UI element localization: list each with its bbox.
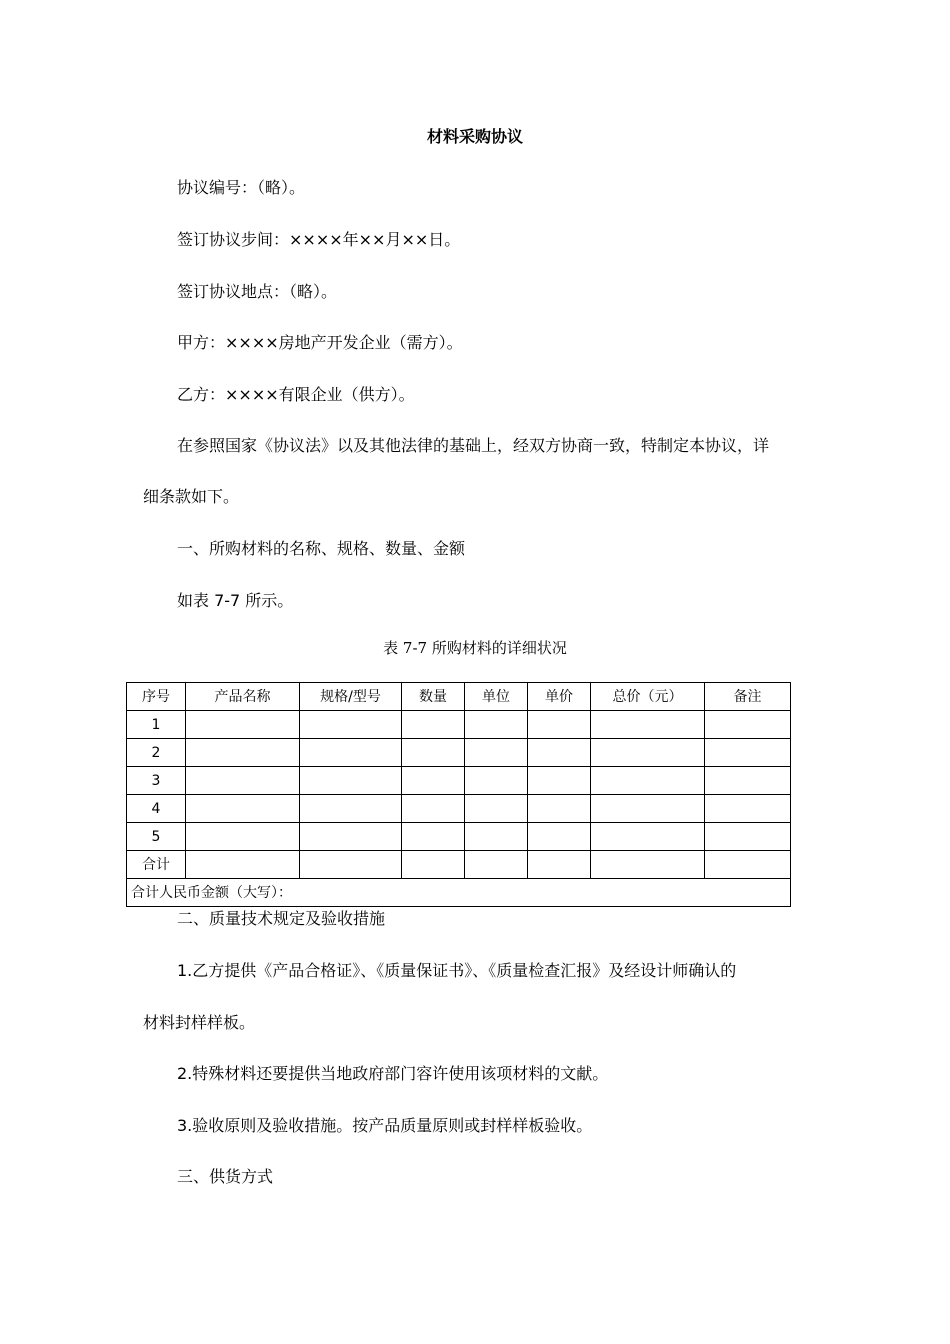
table-row [127,711,791,739]
section1-table-reference: 如表 7-7 所示。 [177,591,294,610]
header-total-price: 总价（元） [591,683,705,711]
table-cell [186,823,300,851]
table-row [127,767,791,795]
table-cell [402,795,465,823]
table-cell [591,851,705,879]
table-cell [300,739,402,767]
table-cell [402,711,465,739]
section1-heading: 一、所购材料的名称、规格、数量、金额 [177,539,466,558]
table-cell [465,767,528,795]
signing-time: 签订协议步间：××××年××月××日。 [177,230,461,249]
header-unit: 单位 [465,683,528,711]
table-caption: 表 7-7 所购材料的详细状况 [383,639,567,657]
party-a: 甲方：××××房地产开发企业（需方）。 [177,333,463,352]
row-index: 4 [127,795,186,823]
table-cell [186,795,300,823]
table-cell [465,851,528,879]
section2-heading: 二、质量技术规定及验收措施 [177,909,386,928]
table-cell [186,767,300,795]
table-cell [705,739,791,767]
intro-paragraph-line2: 细条款如下。 [143,487,240,506]
table-cell [465,711,528,739]
header-unit-price: 单价 [528,683,591,711]
total-label: 合计 [127,851,186,879]
table-cell [591,739,705,767]
section2-item1-line2: 材料封样样板。 [143,1013,256,1032]
table-cell [528,851,591,879]
table-cell [402,823,465,851]
table-cell [528,739,591,767]
header-quantity: 数量 [402,683,465,711]
table-cell [528,767,591,795]
header-spec-model: 规格/型号 [300,683,402,711]
table-cell [186,739,300,767]
table-cell [300,823,402,851]
section2-item3: 3.验收原则及验收措施。按产品质量原则或封样样板验收。 [177,1116,593,1135]
header-remarks: 备注 [705,683,791,711]
section2-item1-line1: 1.乙方提供《产品合格证》、《质量保证书》、《质量检查汇报》及经设计师确认的 [177,961,737,980]
table-total-row [127,851,791,879]
table-cell [465,795,528,823]
table-row [127,739,791,767]
table-cell [186,851,300,879]
materials-table [126,682,791,907]
table-cell [591,795,705,823]
table-row [127,823,791,851]
signing-place: 签订协议地点：（略）。 [177,282,338,301]
table-cell [186,711,300,739]
table-cell [465,739,528,767]
table-cell [705,795,791,823]
table-cell [591,711,705,739]
table-cell [300,851,402,879]
table-cell [300,767,402,795]
header-product-name: 产品名称 [186,683,300,711]
table-cell [402,851,465,879]
section3-heading: 三、供货方式 [177,1167,274,1186]
row-index: 1 [127,711,186,739]
table-cell [591,823,705,851]
table-cell [705,711,791,739]
table-cell [300,711,402,739]
table-cell [528,795,591,823]
table-cell [528,823,591,851]
document-title: 材料采购协议 [426,127,523,146]
table-cell [300,795,402,823]
header-index: 序号 [127,683,186,711]
agreement-number: 协议编号：（略）。 [177,178,306,197]
table-cell [465,823,528,851]
total-amount-in-words: 合计人民币金额（大写）： [127,879,791,907]
row-index: 3 [127,767,186,795]
table-cell [402,739,465,767]
table-total-words-row [127,879,791,907]
party-b: 乙方：××××有限企业（供方）。 [177,385,415,404]
row-index: 2 [127,739,186,767]
table-cell [705,823,791,851]
table-cell [705,767,791,795]
table-row [127,795,791,823]
row-index: 5 [127,823,186,851]
table-cell [705,851,791,879]
section2-item2: 2.特殊材料还要提供当地政府部门容许使用该项材料的文献。 [177,1064,609,1083]
table-cell [591,767,705,795]
table-cell [402,767,465,795]
intro-paragraph-line1: 在参照国家《协议法》以及其他法律的基础上，经双方协商一致，特制定本协议，详 [177,436,770,455]
table-cell [528,711,591,739]
table-header-row [127,683,791,711]
